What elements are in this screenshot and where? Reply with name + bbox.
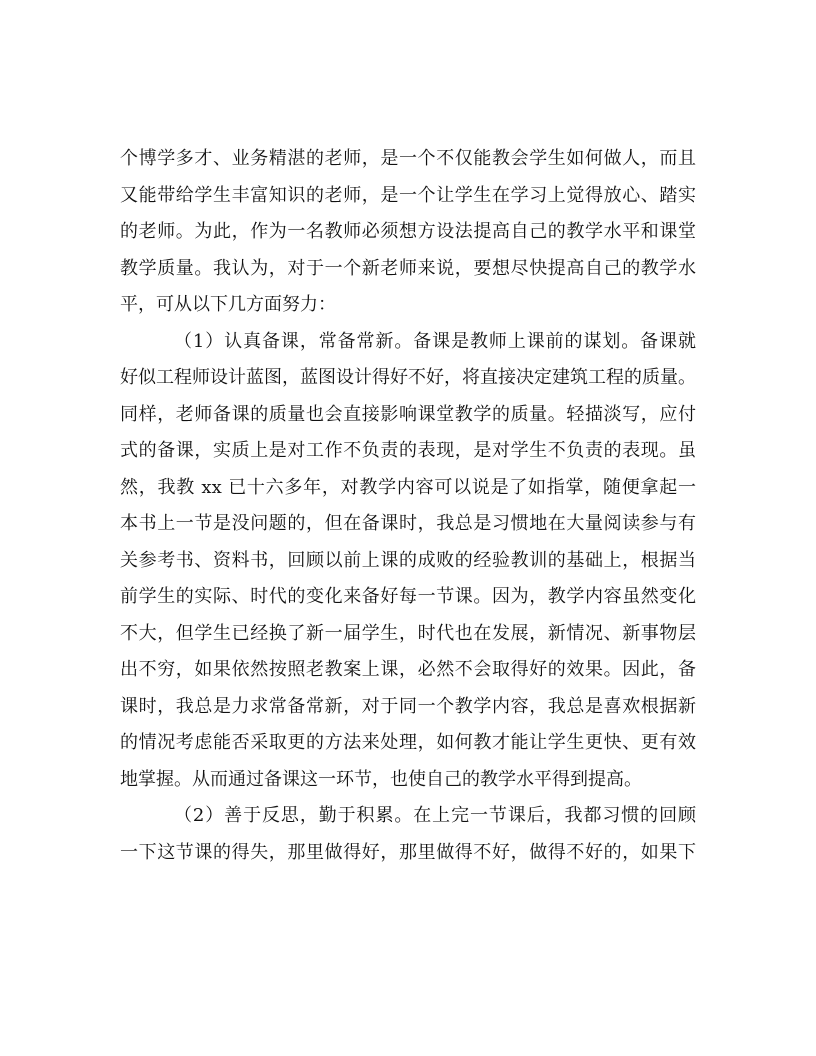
text-line: 教学质量。我认为，对于一个新老师来说，要想尽快提高自己的教学水 [120, 257, 696, 279]
text-line: 好似工程师设计蓝图，蓝图设计得好不好，将直接决定建筑工程的质量。 [120, 367, 696, 388]
text-line: 同样，老师备课的质量也会直接影响课堂教学的质量。轻描淡写，应付 [120, 403, 696, 425]
text-line: 地掌握。从而通过备课这一环节，也使自己的教学水平得到提高。 [120, 768, 642, 790]
text-line: 又能带给学生丰富知识的老师，是一个让学生在学习上觉得放心、踏实 [120, 184, 696, 206]
text-line: 然，我教 xx 已十六多年，对教学内容可以说是了如指掌，随便拿起一 [120, 476, 696, 498]
text-line: 个博学多才、业务精湛的老师，是一个不仅能教会学生如何做人，而且 [120, 148, 696, 169]
paragraph-2-first-line: （2）善于反思，勤于积累。在上完一节课后，我都习惯的回顾 [174, 805, 696, 826]
text-line: 的老师。为此，作为一名教师必须想方设法提高自己的教学水平和课堂 [120, 221, 696, 242]
text-line: 不大，但学生已经换了新一届学生，时代也在发展，新情况、新事物层 [120, 622, 696, 644]
text-line: 出不穷，如果依然按照老教案上课，必然不会取得好的效果。因此，备 [120, 659, 696, 680]
text-line: 课时，我总是力求常备常新，对于同一个教学内容，我总是喜欢根据新 [120, 695, 696, 717]
body-text [120, 146, 696, 876]
text-line: 一下这节课的得失，那里做得好，那里做得不好，做得不好的，如果下 [120, 841, 696, 863]
text-line: 的情况考虑能否采取更的方法来处理，如何教才能让学生更快、更有效 [120, 732, 696, 753]
paragraph-1-first-line: （1）认真备课，常备常新。备课是教师上课前的谋划。备课就 [174, 330, 696, 352]
text-line: 关参考书、资料书，回顾以前上课的成败的经验教训的基础上，根据当 [120, 549, 696, 571]
text-line: 本书上一节是没问题的，但在备课时，我总是习惯地在大量阅读参与有 [120, 513, 696, 534]
text-line: 前学生的实际、时代的变化来备好每一节课。因为，教学内容虽然变化 [120, 586, 696, 607]
text-line: 平，可从以下几方面努力： [120, 294, 336, 315]
text-line: 式的备课，实质上是对工作不负责的表现，是对学生不负责的表现。虽 [120, 440, 696, 461]
